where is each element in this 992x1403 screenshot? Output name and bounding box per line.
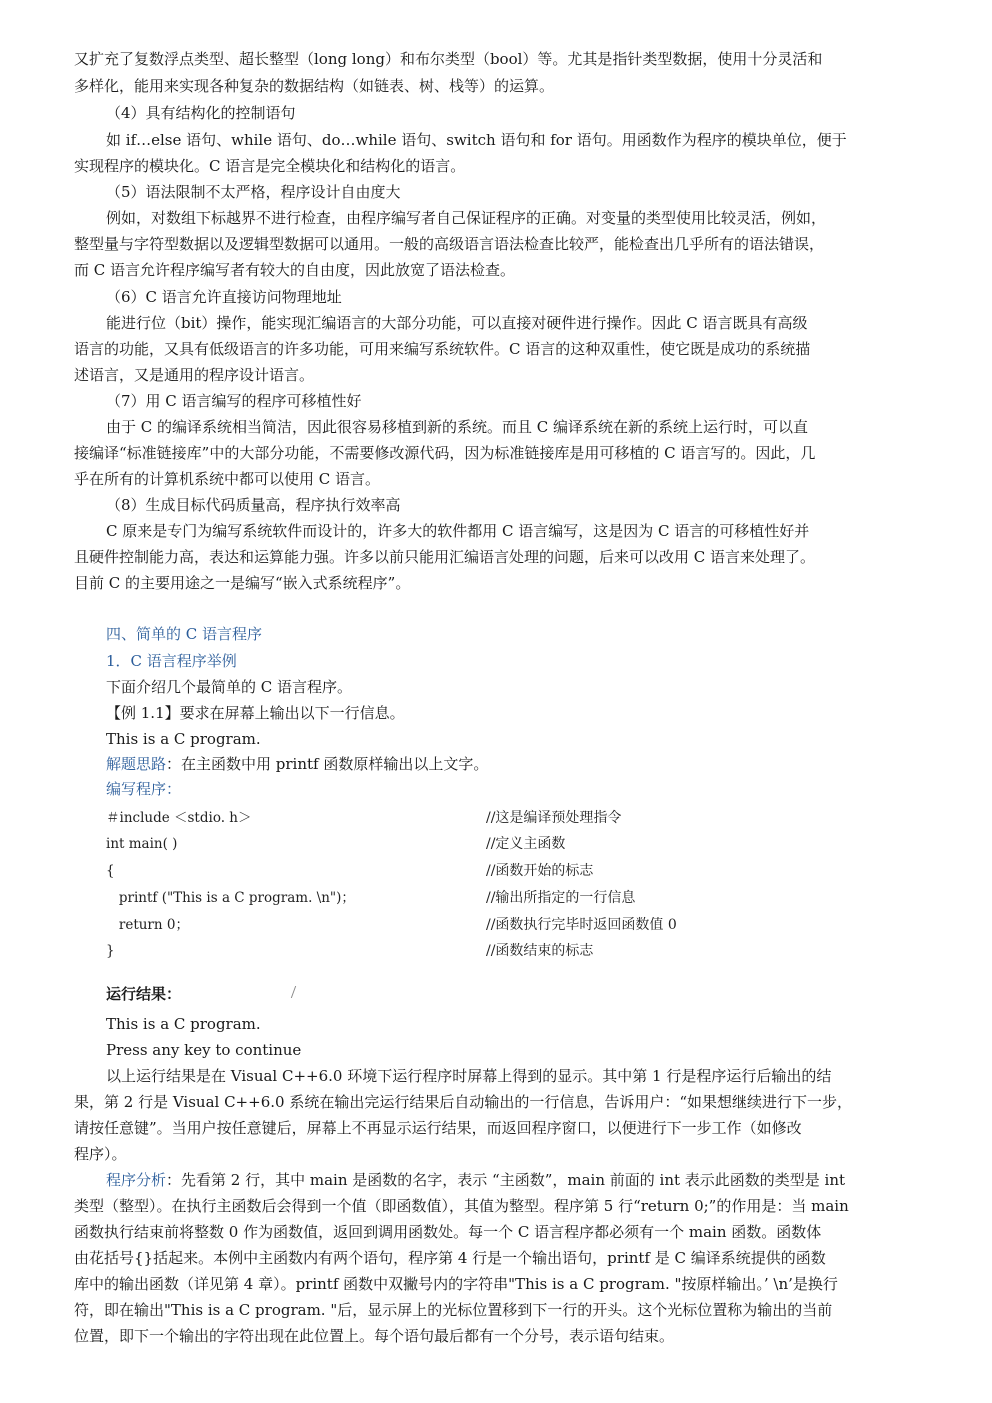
part-4-subheading: 1．C 语言程序举例 [106,652,237,670]
code-comment: //这是编译预处理指令 [486,810,622,826]
code-line: int main( ) [106,836,178,852]
body-text-line: 库中的输出函数（详见第 4 章）。printf 函数中双撇号内的字符串"This is a C program. "按原样输出。’ \n’是换行 [74,1275,838,1293]
result-line-2: Press any key to continue [106,1041,302,1059]
code-label: 编写程序： [106,780,182,798]
body-text-line: 语言的功能，又具有低级语言的许多功能，可用来编写系统软件。C 语言的这种双重性，使它既是成功的系统描 [74,340,811,358]
code-comment: //输出所指定的一行信息 [486,890,636,906]
body-text-line: 程序）。 [74,1145,127,1163]
intro-text: 下面介绍几个最简单的 C 语言程序。 [106,678,353,696]
body-text-line: 又扩充了复数浮点类型、超长整型（long long）和布尔类型（bool）等。尤其是指针类型数据，使用十分灵活和 [74,50,823,68]
code-line: return 0； [106,917,189,933]
body-text-line: 实现程序的模块化。C 语言是完全模块化和结构化的语言。 [74,157,466,175]
body-text-line: 由花括号{}括起来。本例中主函数内有两个语句，程序第 4 行是一个输出语句，printf 是 C 编译系统提供的函数 [74,1249,826,1267]
code-comment: //函数执行完毕时返回函数值 0 [486,917,677,933]
result-line-1: This is a C program. [106,1015,261,1033]
code-comment: //函数开始的标志 [486,863,594,879]
body-text-line: 述语言，又是通用的程序设计语言。 [74,366,315,384]
body-text-line: 如 if…else 语句、while 语句、do…while 语句、switch 语句和 for 语句。用函数作为程序的模块单位，便于 [106,131,847,149]
code-line: printf ("This is a C program. \n")； [106,890,355,906]
analysis-first-line [106,1168,922,1192]
body-text-line: 接编译“标准链接库”中的大部分功能，不需要修改源代码，因为标准链接库是用可移植的 C 语言写的。因此，几 [74,444,816,462]
section-8-heading: （8）生成目标代码质量高，程序执行效率高 [106,496,401,514]
body-text-line: 多样化，能用来实现各种复杂的数据结构（如链表、树、栈等）的运算。 [74,77,555,95]
body-text-line: 且硬件控制能力高，表达和运算能力强。许多以前只能用汇编语言处理的问题，后来可以改用 C 语言来处理了。 [74,548,816,566]
part-4-heading: 四、简单的 C 语言程序 [106,625,263,643]
section-5-heading: （5）语法限制不太严格，程序设计自由度大 [106,183,401,201]
result-heading: 运行结果： [106,985,182,1003]
body-text-line: 能进行位（bit）操作，能实现汇编语言的大部分功能，可以直接对硬件进行操作。因此 C 语言既具有高级 [106,314,808,332]
body-text-line: 符，即在输出"This is a C program. "后，显示屏上的光标位置移到下一行的开头。这个光标位置称为输出的当前 [74,1301,833,1319]
body-text-line: 以上运行结果是在 Visual C++6.0 环境下运行程序时屏幕上得到的显示。其中第 1 行是程序运行后输出的结 [106,1067,832,1085]
analysis-text: ：先看第 2 行，其中 main 是函数的名字，表示 “主函数”，main 前面的 int 表示此函数的类型是 int [166,1171,846,1189]
solution-idea [106,752,954,776]
code-line: } [106,943,115,959]
code-line: { [106,863,115,879]
body-text-line: 乎在所有的计算机系统中都可以使用 C 语言。 [74,470,381,488]
scan-mark [291,986,300,998]
idea-label: 解题思路 [106,755,167,773]
section-7-heading: （7）用 C 语言编写的程序可移植性好 [106,392,362,410]
example-title: 【例 1.1】要求在屏幕上输出以下一行信息。 [106,704,405,722]
body-text-line: 请按任意键”。当用户按任意键后，屏幕上不再显示运行结果，而返回程序窗口，以便进行下一步工作（如修改 [74,1119,802,1137]
section-4-heading: （4）具有结构化的控制语句 [106,104,296,122]
body-text-line: 果，第 2 行是 Visual C++6.0 系统在输出完运行结果后自动输出的一行信息，告诉用户：“如果想继续进行下一步， [74,1093,852,1111]
body-text-line: C 原来是专门为编写系统软件而设计的，许多大的软件都用 C 语言编写，这是因为 C 语言的可移植性好并 [106,522,810,540]
analysis-label: 程序分析 [106,1171,167,1189]
code-comment: //函数结束的标志 [486,943,594,959]
body-text-line: 目前 C 的主要用途之一是编写“嵌入式系统程序”。 [74,574,411,592]
body-text-line: 由于 C 的编译系统相当简洁，因此很容易移植到新的系统。而且 C 编译系统在新的系统上运行时，可以直 [106,418,809,436]
code-comment: //定义主函数 [486,836,566,852]
body-text-line: 函数执行结束前将整数 0 作为函数值，返回到调用函数处。每一个 C 语言程序都必须有一个 main 函数。函数体 [74,1223,822,1241]
body-text-line: 整型量与字符型数据以及逻辑型数据可以通用。一般的高级语言语法检查比较严，能检查出几乎所有的语法错误， [74,235,825,253]
target-output-text: This is a C program. [106,730,261,748]
body-text-line: 而 C 语言允许程序编写者有较大的自由度，因此放宽了语法检查。 [74,261,516,279]
body-text-line: 位置，即下一个输出的字符出现在此位置上。每个语句最后都有一个分号，表示语句结束。 [74,1327,675,1345]
section-6-heading: （6）C 语言允许直接访问物理地址 [106,288,342,306]
code-line: ＃include ＜stdio. h＞ [106,810,252,826]
body-text-line: 例如，对数组下标越界不进行检查，由程序编写者自己保证程序的正确。对变量的类型使用比较灵活，例如， [106,209,827,227]
idea-text: ：在主函数中用 printf 函数原样输出以上文字。 [166,755,489,773]
body-text-line: 类型（整型）。在执行主函数后会得到一个值（即函数值），其值为整型。程序第 5 行“return 0;”的作用是：当 main [74,1197,849,1215]
